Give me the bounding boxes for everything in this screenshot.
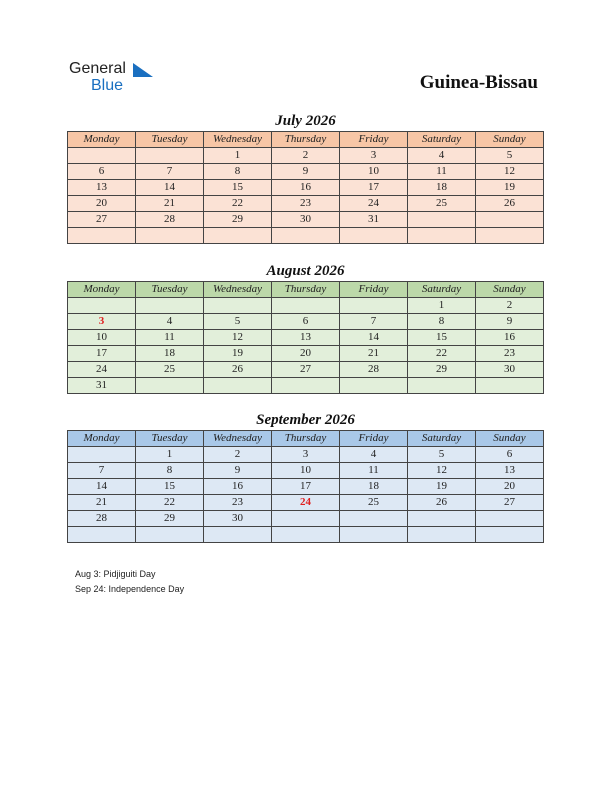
weekday-header: Tuesday — [136, 431, 204, 447]
day-cell: 1 — [408, 298, 476, 314]
day-cell — [68, 447, 136, 463]
day-cell — [136, 228, 204, 244]
weekday-header: Tuesday — [136, 132, 204, 148]
day-cell: 28 — [340, 362, 408, 378]
week-row — [68, 362, 544, 378]
day-cell — [408, 228, 476, 244]
day-cell: 2 — [476, 298, 544, 314]
day-cell: 20 — [272, 346, 340, 362]
day-cell: 19 — [408, 479, 476, 495]
day-cell — [340, 527, 408, 543]
day-cell: 29 — [204, 212, 272, 228]
weekday-header: Thursday — [272, 431, 340, 447]
day-cell: 6 — [272, 314, 340, 330]
day-cell — [476, 511, 544, 527]
weekday-header: Wednesday — [204, 431, 272, 447]
day-cell: 1 — [136, 447, 204, 463]
day-cell: 6 — [476, 447, 544, 463]
holiday-day-cell: 24 — [272, 495, 340, 511]
logo-word-general: General — [69, 60, 126, 77]
day-cell: 22 — [136, 495, 204, 511]
weekday-header-row — [68, 282, 544, 298]
day-cell: 17 — [272, 479, 340, 495]
weekday-header: Monday — [68, 431, 136, 447]
day-cell: 25 — [340, 495, 408, 511]
day-cell — [408, 511, 476, 527]
day-cell: 15 — [408, 330, 476, 346]
day-cell: 14 — [340, 330, 408, 346]
weekday-header: Wednesday — [204, 282, 272, 298]
weekday-header: Saturday — [408, 282, 476, 298]
weekday-header: Friday — [340, 282, 408, 298]
day-cell: 10 — [272, 463, 340, 479]
week-row — [68, 527, 544, 543]
week-row — [68, 330, 544, 346]
day-cell — [136, 378, 204, 394]
day-cell: 9 — [476, 314, 544, 330]
day-cell: 10 — [68, 330, 136, 346]
weekday-header: Friday — [340, 431, 408, 447]
weekday-header: Monday — [68, 132, 136, 148]
day-cell — [476, 527, 544, 543]
day-cell: 24 — [340, 196, 408, 212]
day-cell — [272, 378, 340, 394]
day-cell: 7 — [340, 314, 408, 330]
day-cell: 28 — [136, 212, 204, 228]
week-row — [68, 148, 544, 164]
day-cell — [204, 527, 272, 543]
week-row — [68, 212, 544, 228]
week-row — [68, 314, 544, 330]
day-cell: 11 — [340, 463, 408, 479]
day-cell: 13 — [272, 330, 340, 346]
day-cell: 18 — [340, 479, 408, 495]
day-cell: 20 — [476, 479, 544, 495]
holiday-note: Sep 24: Independence Day — [75, 584, 185, 594]
day-cell: 16 — [272, 180, 340, 196]
day-cell — [68, 298, 136, 314]
day-cell — [476, 378, 544, 394]
day-cell: 26 — [476, 196, 544, 212]
logo-word-blue: Blue — [91, 77, 124, 94]
day-cell: 31 — [340, 212, 408, 228]
day-cell: 4 — [136, 314, 204, 330]
holiday-note: Aug 3: Pidjiguiti Day — [75, 569, 156, 579]
week-row — [68, 228, 544, 244]
day-cell: 8 — [408, 314, 476, 330]
weekday-header: Tuesday — [136, 282, 204, 298]
day-cell: 16 — [476, 330, 544, 346]
month-block — [67, 262, 544, 394]
logo-triangle-icon — [133, 63, 153, 77]
day-cell: 18 — [136, 346, 204, 362]
day-cell — [408, 378, 476, 394]
day-cell: 11 — [408, 164, 476, 180]
day-cell — [68, 148, 136, 164]
day-cell — [136, 298, 204, 314]
day-cell: 28 — [68, 511, 136, 527]
day-cell: 10 — [340, 164, 408, 180]
week-row — [68, 479, 544, 495]
day-cell: 16 — [204, 479, 272, 495]
day-cell — [476, 212, 544, 228]
day-cell: 7 — [136, 164, 204, 180]
day-cell: 26 — [204, 362, 272, 378]
day-cell — [272, 527, 340, 543]
holiday-day-cell: 3 — [68, 314, 136, 330]
month-table — [67, 281, 544, 394]
weekday-header: Monday — [68, 282, 136, 298]
weekday-header: Thursday — [272, 282, 340, 298]
week-row — [68, 511, 544, 527]
day-cell — [136, 527, 204, 543]
day-cell: 20 — [68, 196, 136, 212]
day-cell: 23 — [204, 495, 272, 511]
day-cell: 14 — [136, 180, 204, 196]
week-row — [68, 463, 544, 479]
day-cell — [204, 298, 272, 314]
day-cell: 13 — [476, 463, 544, 479]
day-cell — [204, 228, 272, 244]
day-cell: 4 — [408, 148, 476, 164]
day-cell: 24 — [68, 362, 136, 378]
day-cell: 7 — [68, 463, 136, 479]
day-cell: 30 — [476, 362, 544, 378]
day-cell: 8 — [136, 463, 204, 479]
day-cell: 23 — [476, 346, 544, 362]
day-cell: 9 — [272, 164, 340, 180]
weekday-header: Saturday — [408, 132, 476, 148]
holiday-notes — [75, 567, 184, 597]
day-cell: 23 — [272, 196, 340, 212]
day-cell: 22 — [204, 196, 272, 212]
week-row — [68, 346, 544, 362]
day-cell: 30 — [204, 511, 272, 527]
month-table — [67, 430, 544, 543]
day-cell — [340, 378, 408, 394]
country-title: Guinea-Bissau — [419, 72, 538, 93]
week-row — [68, 196, 544, 212]
day-cell: 15 — [136, 479, 204, 495]
month-title: July 2026 — [275, 113, 336, 129]
day-cell: 25 — [408, 196, 476, 212]
day-cell — [340, 298, 408, 314]
weekday-header: Saturday — [408, 431, 476, 447]
week-row — [68, 495, 544, 511]
day-cell: 21 — [136, 196, 204, 212]
day-cell: 8 — [204, 164, 272, 180]
day-cell — [68, 527, 136, 543]
day-cell — [272, 298, 340, 314]
day-cell: 15 — [204, 180, 272, 196]
weekday-header: Sunday — [476, 431, 544, 447]
day-cell: 6 — [68, 164, 136, 180]
weekday-header-row — [68, 132, 544, 148]
month-block — [67, 112, 544, 244]
day-cell: 26 — [408, 495, 476, 511]
day-cell: 19 — [476, 180, 544, 196]
weekday-header: Friday — [340, 132, 408, 148]
day-cell — [340, 228, 408, 244]
day-cell — [476, 228, 544, 244]
week-row — [68, 164, 544, 180]
day-cell: 13 — [68, 180, 136, 196]
logo — [69, 60, 169, 96]
day-cell: 27 — [272, 362, 340, 378]
day-cell: 2 — [204, 447, 272, 463]
week-row — [68, 378, 544, 394]
day-cell: 3 — [340, 148, 408, 164]
day-cell: 14 — [68, 479, 136, 495]
day-cell: 30 — [272, 212, 340, 228]
month-title: September 2026 — [256, 412, 355, 428]
day-cell: 4 — [340, 447, 408, 463]
day-cell: 5 — [408, 447, 476, 463]
month-block — [67, 411, 544, 543]
day-cell: 12 — [476, 164, 544, 180]
day-cell: 1 — [204, 148, 272, 164]
day-cell — [204, 378, 272, 394]
weekday-header: Sunday — [476, 282, 544, 298]
day-cell: 2 — [272, 148, 340, 164]
day-cell: 31 — [68, 378, 136, 394]
day-cell: 17 — [68, 346, 136, 362]
day-cell: 5 — [476, 148, 544, 164]
day-cell — [408, 527, 476, 543]
day-cell: 3 — [272, 447, 340, 463]
day-cell — [340, 511, 408, 527]
day-cell: 11 — [136, 330, 204, 346]
month-title: August 2026 — [266, 263, 345, 279]
day-cell: 22 — [408, 346, 476, 362]
day-cell — [408, 212, 476, 228]
day-cell: 27 — [476, 495, 544, 511]
day-cell — [136, 148, 204, 164]
day-cell: 9 — [204, 463, 272, 479]
month-table — [67, 131, 544, 244]
week-row — [68, 298, 544, 314]
weekday-header: Wednesday — [204, 132, 272, 148]
day-cell: 12 — [408, 463, 476, 479]
weekday-header: Thursday — [272, 132, 340, 148]
day-cell: 29 — [136, 511, 204, 527]
day-cell: 12 — [204, 330, 272, 346]
day-cell — [272, 511, 340, 527]
weekday-header: Sunday — [476, 132, 544, 148]
day-cell: 18 — [408, 180, 476, 196]
day-cell: 27 — [68, 212, 136, 228]
day-cell: 29 — [408, 362, 476, 378]
weekday-header-row — [68, 431, 544, 447]
day-cell — [68, 228, 136, 244]
week-row — [68, 447, 544, 463]
day-cell: 21 — [68, 495, 136, 511]
day-cell: 17 — [340, 180, 408, 196]
day-cell: 19 — [204, 346, 272, 362]
day-cell: 5 — [204, 314, 272, 330]
day-cell — [272, 228, 340, 244]
week-row — [68, 180, 544, 196]
day-cell: 21 — [340, 346, 408, 362]
day-cell: 25 — [136, 362, 204, 378]
